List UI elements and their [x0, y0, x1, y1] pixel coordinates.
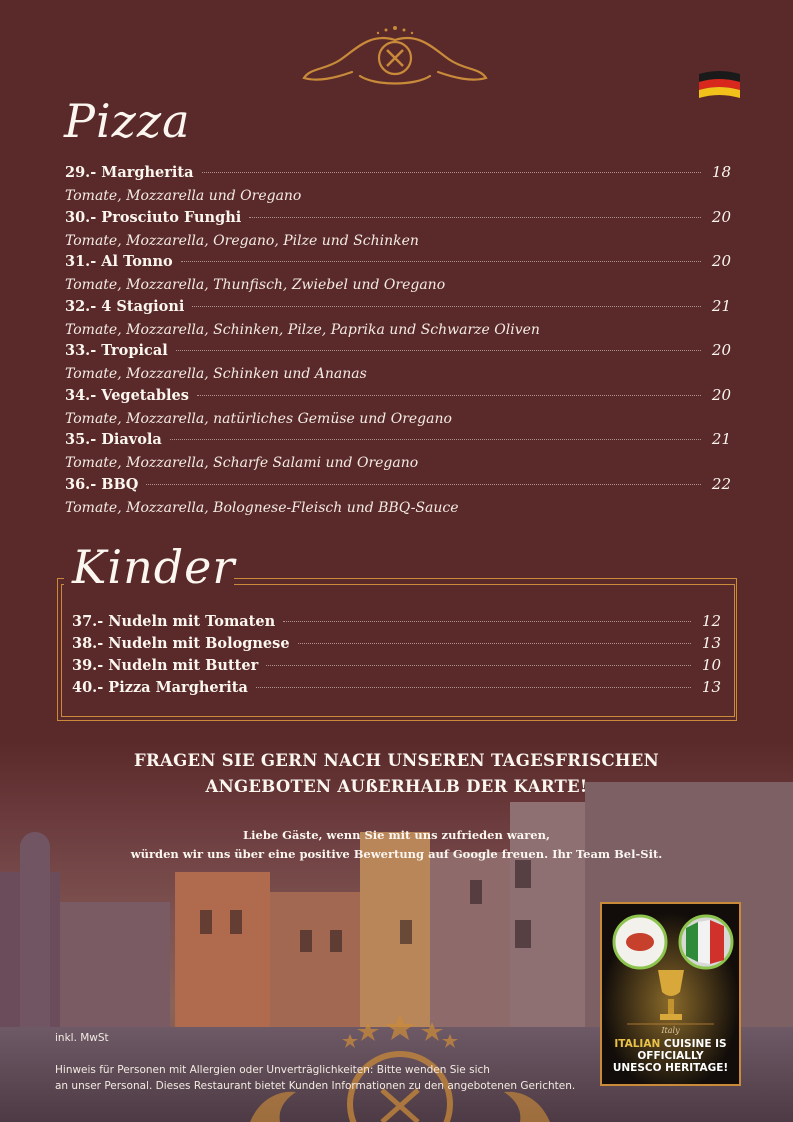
pizza-menu-list [65, 163, 731, 519]
dot-leader [249, 217, 701, 218]
kinder-menu-list [72, 612, 721, 700]
item-description: Tomate, Mozzarella, Schinken und Ananas [65, 366, 367, 382]
item-price: 22 [711, 474, 731, 493]
menu-item [65, 341, 731, 386]
item-price: 21 [711, 296, 731, 315]
item-price: 12 [701, 612, 721, 630]
poster-line: UNESCO HERITAGE! [612, 1062, 729, 1074]
poster-line [602, 1038, 739, 1062]
allergy-note [55, 1062, 575, 1094]
item-price: 21 [711, 430, 731, 448]
poster-caption [602, 1038, 739, 1074]
notice-line: ANGEBOTEN AUßERHALB DER KARTE! [205, 777, 588, 796]
dot-leader [266, 665, 691, 666]
item-description: Tomate, Mozzarella, Bolognese-Fleisch und BBQ-Sauce [65, 499, 459, 516]
section-title-kinder: Kinder [72, 540, 236, 594]
dot-leader [197, 395, 701, 396]
poster-accent-word: ITALIAN [614, 1038, 661, 1050]
poster-line-rest: CUISINE IS OFFICIALLY [637, 1038, 727, 1062]
menu-item [65, 475, 731, 520]
item-description: Tomate, Mozzarella, Thunfisch, Zwiebel und Oregano [65, 277, 446, 293]
item-price: 20 [711, 341, 731, 359]
menu-item [65, 430, 731, 475]
item-name: 38.- Nudeln mit Bolognese [72, 635, 290, 652]
item-price: 20 [711, 385, 731, 404]
item-name: 36.- BBQ [65, 475, 139, 493]
item-description: Tomate, Mozzarella, Oregano, Pilze und Schinken [65, 232, 419, 249]
dot-leader [176, 350, 701, 351]
dot-leader [181, 261, 701, 262]
menu-item [65, 163, 731, 208]
item-price: 18 [711, 163, 731, 181]
greeting-line: Liebe Gäste, wenn Sie mit uns zufrieden waren, [243, 828, 550, 842]
dot-leader [146, 484, 701, 485]
item-description: Tomate, Mozzarella und Oregano [65, 188, 302, 204]
dot-leader [283, 621, 691, 622]
dot-leader [256, 687, 691, 688]
item-name: 39.- Nudeln mit Butter [72, 657, 259, 674]
menu-item [65, 252, 731, 297]
item-name: 29.- Margherita [65, 164, 194, 181]
review-request [0, 826, 793, 864]
item-price: 20 [711, 207, 731, 226]
section-title-pizza: Pizza [64, 94, 191, 148]
crest-ornament-icon [300, 20, 490, 88]
greeting-line: würden wir uns über eine positive Bewertung auf Google freuen. Ihr Team Bel-Sit. [130, 847, 663, 861]
item-name: 37.- Nudeln mit Tomaten [72, 613, 276, 630]
item-name: 30.- Prosciuto Funghi [65, 208, 242, 226]
item-price: 10 [701, 656, 721, 674]
unesco-poster [600, 902, 741, 1086]
menu-item [72, 634, 721, 656]
dot-leader [202, 172, 701, 173]
menu-item [72, 612, 721, 634]
daily-offer-notice [0, 748, 793, 800]
item-price: 20 [711, 252, 731, 270]
allergy-line: an unser Personal. Dieses Restaurant bietet Kunden Informationen zu den angebotenen Gerichten. [55, 1080, 576, 1092]
menu-item [72, 656, 721, 678]
german-flag-icon[interactable] [697, 68, 742, 100]
item-description: Tomate, Mozzarella, natürliches Gemüse und Oregano [65, 410, 452, 427]
item-name: 40.- Pizza Margherita [72, 679, 248, 696]
item-name: 35.- Diavola [65, 431, 162, 448]
poster-script: Italy [661, 1026, 680, 1035]
notice-line: FRAGEN SIE GERN NACH UNSEREN TAGESFRISCHEN [133, 751, 660, 770]
menu-item [65, 386, 731, 431]
item-description: Tomate, Mozzarella, Scharfe Salami und Oregano [65, 455, 419, 471]
menu-item [72, 678, 721, 700]
tax-note: inkl. MwSt [55, 1032, 109, 1044]
menu-item [65, 208, 731, 253]
item-name: 33.- Tropical [65, 342, 168, 359]
item-name: 34.- Vegetables [65, 386, 189, 404]
menu-item [65, 297, 731, 342]
allergy-line: Hinweis für Personen mit Allergien oder Unverträglichkeiten: Bitte wenden Sie sich [55, 1064, 490, 1076]
item-description: Tomate, Mozzarella, Schinken, Pilze, Paprika und Schwarze Oliven [65, 321, 540, 338]
item-price: 13 [701, 678, 721, 696]
item-price: 13 [701, 634, 721, 652]
item-name: 31.- Al Tonno [65, 253, 173, 270]
item-name: 32.- 4 Stagioni [65, 297, 185, 315]
dot-leader [192, 306, 701, 307]
dot-leader [298, 643, 691, 644]
dot-leader [170, 439, 701, 440]
